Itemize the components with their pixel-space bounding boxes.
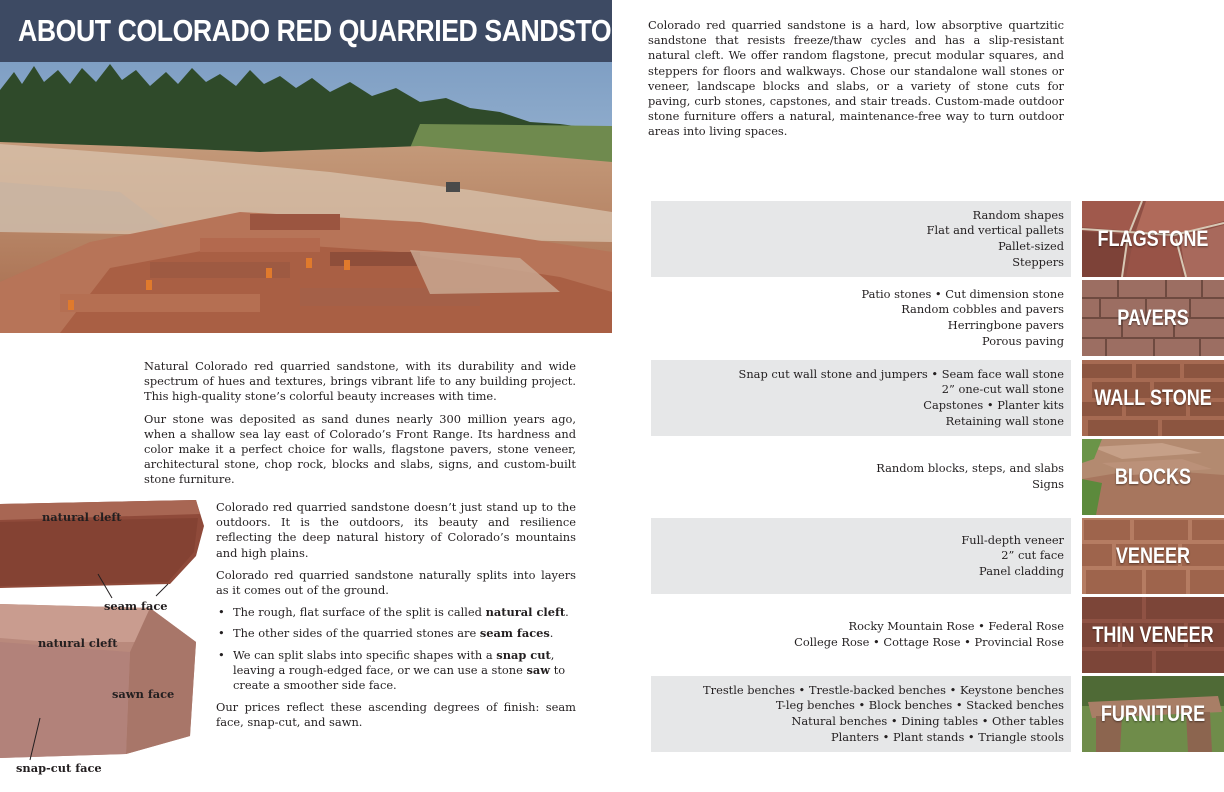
category-details bbox=[927, 201, 1064, 277]
natural-cleft-label: natural cleft bbox=[42, 510, 122, 524]
split-paragraph: Colorado red quarried sandstone naturally splits into layers as it comes out of the ground. bbox=[216, 567, 576, 598]
list-text: The other sides of the quarried stones are bbox=[233, 626, 480, 641]
detail-line: Herringbone pavers bbox=[947, 318, 1064, 332]
tile-thin-veneer bbox=[1082, 597, 1224, 673]
right-intro: Colorado red quarried sandstone is a hard, low absorptive quartzitic sandstone that resists freeze/thaw cycles and has a slip-resistant natural cleft. We offer random flagstone, precut modular squares, and steppers for floors and walkways. Chose our standalone wall stones or veneer, landscape blocks and slabs, or a variety of stone cuts for paving, curb stones, capstones, and stair treads. Custom-made outdoor stone furniture offers a natural, maintenance-free way to turn outdoor areas into living spaces. bbox=[648, 18, 1064, 139]
finish-list bbox=[216, 605, 576, 693]
detail-line: Full-depth veneer bbox=[961, 532, 1064, 547]
category-details bbox=[861, 280, 1064, 356]
sawn-face-label: sawn face bbox=[112, 687, 175, 701]
list-item bbox=[216, 626, 576, 641]
detail-line: Panel cladding bbox=[979, 563, 1064, 578]
title-bar bbox=[0, 0, 648, 62]
tile-furniture bbox=[1082, 676, 1224, 752]
detail-line: Planters • Plant stands • Triangle stools bbox=[830, 729, 1064, 744]
left-intro bbox=[144, 359, 576, 495]
tile-label: VENEER bbox=[1115, 543, 1191, 568]
page-title: ABOUT COLORADO RED QUARRIED SANDSTONE bbox=[18, 13, 648, 48]
detail-line: Flat and vertical pallets bbox=[926, 223, 1064, 238]
tile-blocks bbox=[1082, 439, 1224, 515]
category-details bbox=[739, 360, 1064, 436]
category-row-veneer bbox=[651, 518, 1071, 594]
category-details bbox=[961, 518, 1064, 594]
detail-line: Signs bbox=[1032, 477, 1064, 491]
tile-label: FURNITURE bbox=[1100, 701, 1206, 726]
tile-label: WALL STONE bbox=[1094, 385, 1212, 410]
tile-label: PAVERS bbox=[1117, 305, 1189, 330]
detail-line: Patio stones • Cut dimension stone bbox=[861, 286, 1064, 301]
term-seam-faces: seam faces bbox=[479, 626, 550, 641]
term-saw: saw bbox=[526, 662, 551, 677]
natural-cleft-label: natural cleft bbox=[38, 636, 118, 650]
detail-line: Pallet-sized bbox=[998, 239, 1064, 253]
detail-line: Porous paving bbox=[982, 333, 1064, 348]
category-row-furniture bbox=[651, 676, 1071, 752]
detail-line: College Rose • Cottage Rose • Provincial Rose bbox=[794, 635, 1064, 649]
seam-face-label: seam face bbox=[104, 599, 168, 613]
quarry-photo bbox=[0, 62, 612, 333]
list-text: We can split slabs into specific shapes with a bbox=[233, 647, 497, 662]
list-text: . bbox=[565, 605, 569, 620]
stone-illustration bbox=[0, 492, 214, 792]
split-paragraph: Colorado red quarried sandstone doesn’t just stand up to the outdoors. It is the outdoors, its beauty and resilience reflecting the deep natural history of Colorado’s mountains and high plains. bbox=[216, 500, 576, 560]
detail-line: Random blocks, steps, and slabs bbox=[876, 461, 1064, 476]
snap-cut-face-label: snap-cut face bbox=[16, 761, 102, 775]
category-row-flagstone bbox=[651, 201, 1071, 277]
detail-line: Snap cut wall stone and jumpers • Seam face wall stone bbox=[738, 366, 1064, 381]
category-row-blocks bbox=[651, 439, 1071, 515]
intro-paragraph: Natural Colorado red quarried sandstone, with its durability and wide spectrum of hues and textures, brings vibrant life to any building project. This high-quality stone’s colorful beauty increases with time. bbox=[144, 359, 576, 404]
tile-veneer bbox=[1082, 518, 1224, 594]
detail-line: Random cobbles and pavers bbox=[901, 302, 1064, 317]
category-row-wall-stone bbox=[651, 360, 1071, 436]
category-details bbox=[794, 597, 1064, 673]
category-row-thin-veneer bbox=[651, 597, 1071, 673]
detail-line: 2” cut face bbox=[1001, 548, 1064, 563]
tile-pavers bbox=[1082, 280, 1224, 356]
detail-line: Rocky Mountain Rose • Federal Rose bbox=[848, 619, 1064, 634]
tile-label: BLOCKS bbox=[1114, 464, 1192, 489]
tile-flagstone bbox=[1082, 201, 1224, 277]
category-details bbox=[876, 439, 1064, 515]
detail-line: Capstones • Planter kits bbox=[923, 398, 1064, 412]
category-row-pavers bbox=[651, 280, 1071, 356]
detail-line: Natural benches • Dining tables • Other tables bbox=[791, 714, 1064, 728]
detail-line: 2” one-cut wall stone bbox=[941, 382, 1064, 397]
split-text bbox=[216, 500, 576, 738]
list-text: The rough, flat surface of the split is called bbox=[233, 605, 486, 620]
term-natural-cleft: natural cleft bbox=[485, 605, 566, 620]
list-text: to create a smoother side face. bbox=[233, 662, 566, 693]
tile-label: THIN VENEER bbox=[1092, 622, 1214, 647]
detail-line: T-leg benches • Block benches • Stacked benches bbox=[775, 698, 1064, 713]
list-item bbox=[216, 605, 576, 620]
detail-line: Retaining wall stone bbox=[945, 413, 1064, 428]
detail-line: Random shapes bbox=[972, 207, 1064, 222]
detail-line: Trestle benches • Trestle-backed benches • Keystone benches bbox=[703, 682, 1064, 697]
tile-label: FLAGSTONE bbox=[1097, 226, 1209, 251]
list-text: . bbox=[549, 626, 554, 641]
term-snap-cut: snap cut bbox=[496, 647, 551, 662]
list-text: , leaving a rough-edged face, or we can use a stone bbox=[233, 647, 555, 677]
category-details bbox=[703, 676, 1064, 752]
detail-line: Steppers bbox=[1012, 254, 1064, 269]
intro-paragraph: Our stone was deposited as sand dunes nearly 300 million years ago, when a shallow sea lay east of Colorado’s Front Range. Its hardness and color make it a perfect choice for walls, flagstone pavers, stone veneer, architectural stone, chop rock, blocks and slabs, signs, and custom-built stone furniture. bbox=[144, 411, 576, 487]
split-paragraph: Our prices reflect these ascending degrees of finish: seam face, snap-cut, and sawn. bbox=[216, 700, 576, 730]
list-item bbox=[216, 648, 576, 694]
tile-wall-stone bbox=[1082, 360, 1224, 436]
